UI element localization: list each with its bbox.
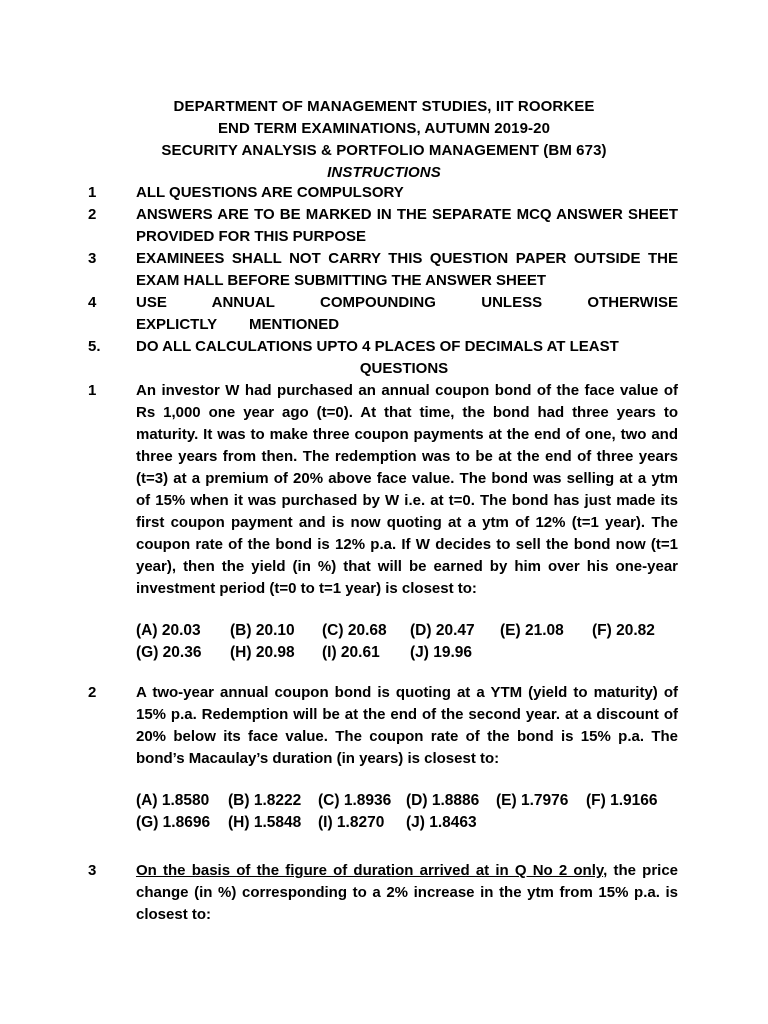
question-text: An investor W had purchased an annual coupon bond of the face value of Rs 1,000 one year ago (t=0). At that time, the bond had three years to maturity. It was to make three coupon payments at the end of one, two and three years from then. The redemption was to be at the end of three years (t=3) at a premium of 20% above face value. The bond was selling at a ytm of 15% when it was purchased by W i.e. at t=0. The bond has just made its first coupon payment and is now quoting at a ytm of 12% (t=1 year). The coupon rate of the bond is 12% p.a. If W decides to sell the bond now (t=1 year), then the yield (in %) that will be earned by him over his one-year investment period (t=0 to t=1 year) is closest to:: [136, 382, 678, 597]
options-row: [136, 620, 696, 642]
option-e: (E) 21.08: [500, 622, 564, 639]
option-d: (D) 1.8886: [406, 792, 480, 809]
question-number: 2: [88, 684, 97, 701]
instruction-number: 4: [88, 294, 97, 311]
options-row: [136, 642, 696, 664]
exam-title: END TERM EXAMINATIONS, AUTUMN 2019-20: [217, 120, 551, 137]
instruction-number: 2: [88, 206, 97, 223]
option-e: (E) 1.7976: [496, 792, 569, 809]
questions-heading: QUESTIONS: [359, 360, 449, 377]
option-j: (J) 1.8463: [406, 814, 477, 831]
option-a: (A) 20.03: [136, 622, 201, 639]
instruction-text: DO ALL CALCULATIONS UPTO 4 PLACES OF DECIMALS AT LEAST: [136, 338, 619, 355]
course-title: SECURITY ANALYSIS & PORTFOLIO MANAGEMENT (BM 673): [161, 142, 607, 159]
instruction-text: EXAMINEES SHALL NOT CARRY THIS QUESTION PAPER OUTSIDE THE EXAM HALL BEFORE SUBMITTING THE ANSWER SHEET: [136, 250, 678, 289]
option-i: (I) 1.8270: [318, 814, 385, 831]
question-1-options: [136, 620, 696, 664]
question-number: 1: [88, 382, 97, 399]
instructions-heading: INSTRUCTIONS: [327, 164, 441, 181]
question-2-options: [136, 790, 696, 834]
option-d: (D) 20.47: [410, 622, 475, 639]
option-i: (I) 20.61: [322, 644, 380, 661]
question-text: [136, 860, 678, 926]
department-title: DEPARTMENT OF MANAGEMENT STUDIES, IIT ROORKEE: [173, 98, 595, 115]
options-row: [136, 812, 696, 834]
question-emphasis: On the basis of the figure of duration arrived at in Q No 2 only: [136, 862, 604, 879]
option-b: (B) 20.10: [230, 622, 295, 639]
question-text-rest: , the price change (in %) corresponding to a 2% increase in the ytm from 15% p.a. is closest to:: [136, 862, 679, 923]
option-g: (G) 20.36: [136, 644, 202, 661]
option-f: (F) 1.9166: [586, 792, 658, 809]
option-h: (H) 20.98: [230, 644, 295, 661]
instruction-text: ALL QUESTIONS ARE COMPULSORY: [136, 184, 404, 201]
instruction-number: 3: [88, 250, 97, 267]
option-c: (C) 1.8936: [318, 792, 392, 809]
question-number: 3: [88, 862, 97, 879]
option-a: (A) 1.8580: [136, 792, 210, 809]
exam-header: [0, 96, 768, 184]
instruction-number: 5.: [88, 338, 101, 355]
question-text: A two-year annual coupon bond is quoting at a YTM (yield to maturity) of 15% p.a. Redemption will be at the end of the second year. at a discount of 20% below its face value. The coupon rate of the bond is 15% p.a. The bond’s Macaulay’s duration (in years) is closest to:: [136, 684, 678, 767]
option-c: (C) 20.68: [322, 622, 387, 639]
instruction-text: USE ANNUAL COMPOUNDING UNLESS OTHERWISE EXPLICTLY MENTIONED: [136, 294, 678, 333]
option-j: (J) 19.96: [410, 644, 473, 661]
options-row: [136, 790, 696, 812]
instruction-text: ANSWERS ARE TO BE MARKED IN THE SEPARATE MCQ ANSWER SHEET PROVIDED FOR THIS PURPOSE: [136, 206, 678, 245]
option-b: (B) 1.8222: [228, 792, 302, 809]
instruction-number: 1: [88, 184, 97, 201]
option-g: (G) 1.8696: [136, 814, 211, 831]
option-f: (F) 20.82: [592, 622, 655, 639]
option-h: (H) 1.5848: [228, 814, 302, 831]
